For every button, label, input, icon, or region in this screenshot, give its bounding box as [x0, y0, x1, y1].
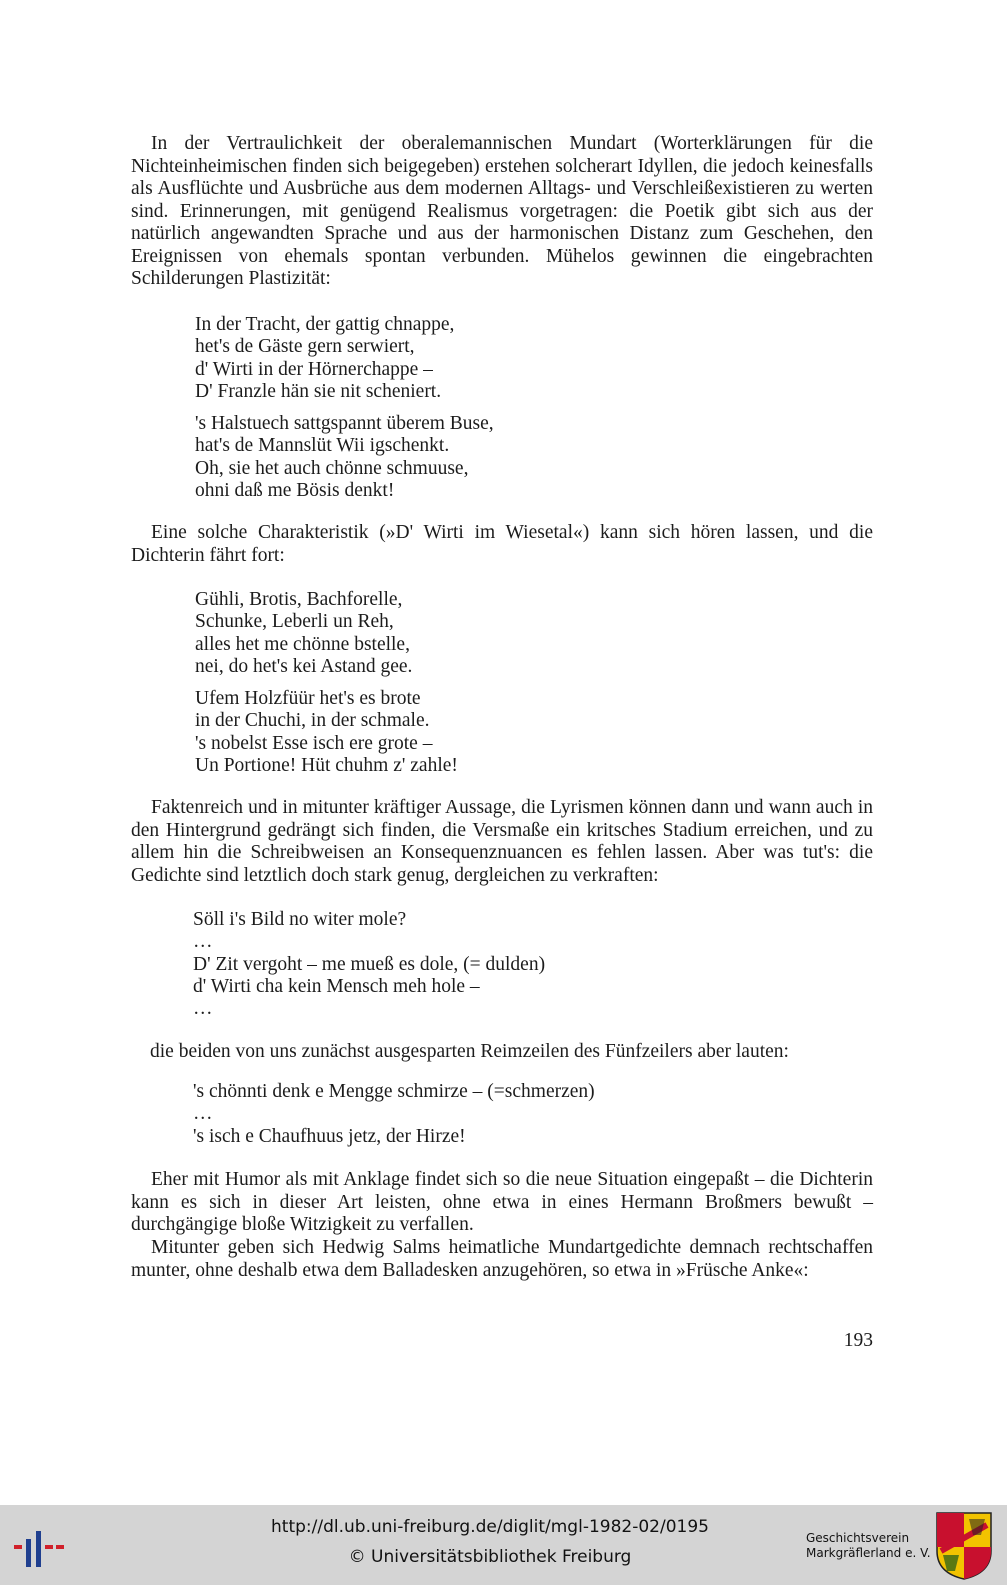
poem-line: in der Chuchi, in der schmale. — [195, 710, 430, 732]
paragraph-mitunter: Mitunter geben sich Hedwig Salms heimatliche Mundartgedichte demnach rechtschaffen munter, ohne deshalb etwa dem Balladesken anzugehören, so etwa in »Früsche Anke«: — [131, 1237, 873, 1281]
poem-line: Oh, sie het auch chönne schmuuse, — [195, 457, 469, 479]
poem-line: Ufem Holzfüür het's es brote — [195, 688, 421, 709]
paragraph-characteristic: Eine solche Charakteristik (»D' Wirti im Wiesetal«) kann sich hören lassen, und die Dichterin fährt fort: — [131, 522, 873, 566]
poem-line: d' Wirti in der Hörnerchappe – — [195, 358, 433, 380]
poem-line: het's de Gäste gern serwiert, — [195, 336, 415, 358]
poem-line: alles het me chönne bstelle, — [195, 633, 410, 655]
footer-bar — [0, 1505, 1007, 1585]
society-name — [806, 1531, 936, 1561]
markgraeflerland-crest-icon — [935, 1511, 993, 1581]
poem-stanza-3 — [195, 589, 835, 678]
poem-line: … — [193, 931, 213, 953]
poem-line: 's chönnti denk e Mengge schmirze – (=schmerzen) — [193, 1081, 595, 1102]
poem-line: 's Halstuech sattgspannt überem Buse, — [195, 413, 494, 434]
copyright-notice: © Universitätsbibliothek Freiburg — [348, 1547, 632, 1567]
poem-line: nei, do het's kei Astand gee. — [195, 655, 413, 677]
poem-line: ohni daß me Bösis denkt! — [195, 479, 395, 501]
poem-line: Söll i's Bild no witer mole? — [193, 909, 407, 930]
paragraph-faktenreich: Faktenreich und in mitunter kräftiger Aussage, die Lyrismen können dann und wann auch in den Hintergrund gedrängt sich finden, die Versmaße ein kritsches Stadium erreichen, und zu allem hin die Schreibweisen an Konsequenznuancen es fehlen lassen. Aber was tut's: die Gedichte sind letztlich doch stark genug, dergleichen zu verkraften: — [131, 797, 873, 886]
poem-line: Gühli, Brotis, Bachforelle, — [195, 589, 403, 610]
poem-line: D' Zit vergoht – me mueß es dole, (= dulden) — [193, 953, 546, 975]
society-name-line-1: Geschichtsverein — [806, 1531, 910, 1545]
poem-line: d' Wirti cha kein Mensch meh hole – — [193, 975, 480, 997]
poem-line: 's isch e Chaufhuus jetz, der Hirze! — [193, 1125, 466, 1147]
page-number: 193 — [843, 1330, 873, 1351]
poem-line: hat's de Mannslüt Wii igschenkt. — [195, 435, 450, 457]
poem-line: D' Franzle hän sie nit scheniert. — [195, 380, 442, 402]
poem-line: 's nobelst Esse isch ere grote – — [195, 732, 433, 754]
poem-line: Un Portione! Hüt chuhm z' zahle! — [195, 754, 458, 776]
poem-stanza-4 — [195, 688, 835, 777]
paragraph-reimzeilen: die beiden von uns zunächst ausgesparten Reimzeilen des Fünfzeilers aber lauten: — [150, 1041, 789, 1062]
poem-line: In der Tracht, der gattig chnappe, — [195, 314, 455, 335]
society-name-line-2: Markgräflerland e. V. — [806, 1546, 931, 1560]
poem-line: … — [193, 998, 213, 1020]
poem-line: … — [193, 1103, 213, 1125]
paragraph-humor: Eher mit Humor als mit Anklage findet sich so die neue Situation eingepaßt – die Dichterin kann es sich in dieser Art leisten, ohne etwa in eines Hermann Broßmers bewußt – durchgängige bloße Witzigkeit zu verfallen. — [131, 1169, 873, 1235]
poem-stanza-1 — [195, 314, 835, 403]
document-url-link[interactable]: http://dl.ub.uni-freiburg.de/diglit/mgl-1982-02/0195 — [271, 1517, 709, 1537]
poem-stanza-5 — [193, 909, 833, 1020]
paragraph-intro: In der Vertraulichkeit der oberalemannischen Mundart (Worterklärungen für die Nichteinheimischen finden sich beigegeben) erstehen solcherart Idyllen, die jedoch keinesfalls als Ausflüchte und Ausbrüche aus dem modernen Alltags- und Verschleißexistieren zu werten sind. Erinnerungen, mit genügend Realismus vorgetragen: die Poetik gibt sich aus der natürlich angewandten Sprache und aus der harmonischen Distanz zum Geschehen, den Ereignissen von ehemals spontan verbunden. Mühelos gewinnen die eingebrachten Schilderungen Plastizität: — [131, 133, 873, 289]
poem-line: Schunke, Leberli un Reh, — [195, 611, 394, 633]
poem-stanza-6 — [193, 1081, 833, 1148]
poem-stanza-2 — [195, 413, 835, 502]
ub-freiburg-logo-icon — [14, 1525, 66, 1573]
